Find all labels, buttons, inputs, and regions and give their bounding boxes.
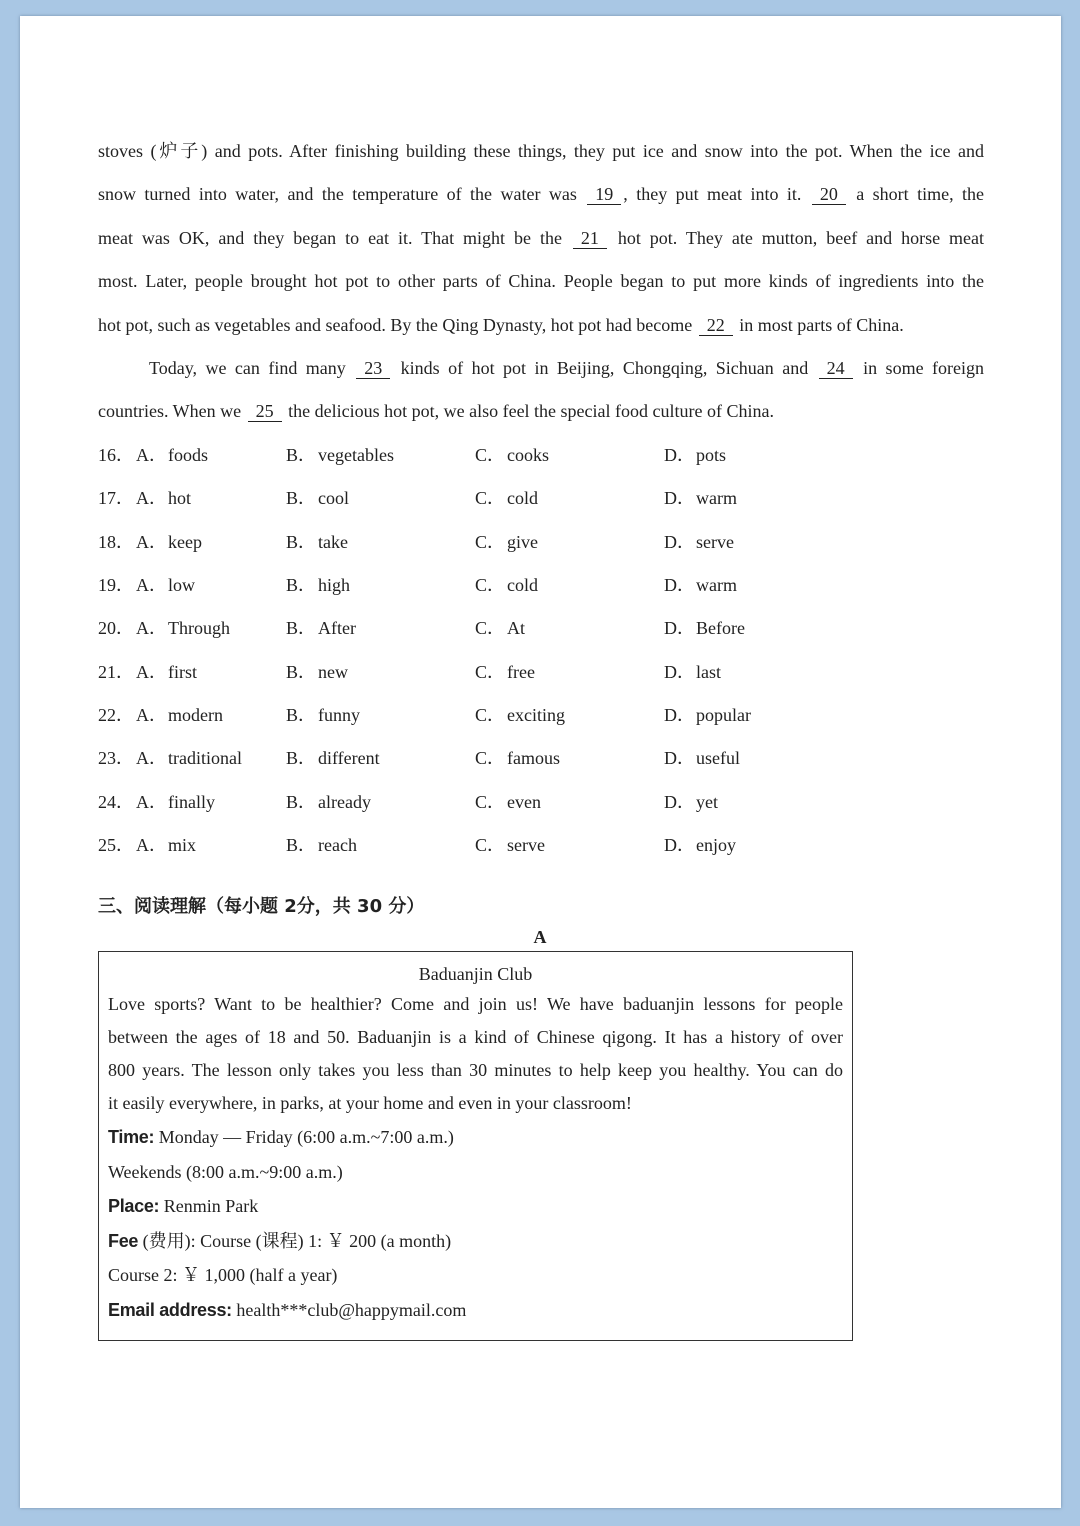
question-row bbox=[98, 651, 984, 694]
blank-25: 25 bbox=[248, 401, 282, 422]
notice-place bbox=[108, 1189, 843, 1224]
email-value: health***club@happymail.com bbox=[231, 1299, 467, 1320]
option-letter: B． bbox=[286, 618, 317, 639]
option-text: cold bbox=[507, 488, 538, 509]
question-row bbox=[98, 477, 984, 520]
question-number: 19． bbox=[98, 574, 134, 595]
passage-text: , they put meat into it. bbox=[623, 184, 810, 205]
option-letter: D． bbox=[664, 618, 695, 639]
passage-text: snow turned into water, and the temperature of the water was bbox=[98, 184, 586, 205]
option-text: After bbox=[318, 618, 356, 639]
option-b bbox=[286, 824, 357, 867]
question-row bbox=[98, 607, 984, 650]
email-label: Email address: bbox=[108, 1299, 232, 1320]
option-b bbox=[286, 521, 348, 564]
option-b bbox=[286, 607, 356, 650]
option-text: enjoy bbox=[696, 835, 736, 856]
option-text: Before bbox=[696, 618, 745, 639]
option-a bbox=[136, 781, 215, 824]
option-text: yet bbox=[696, 791, 718, 812]
passage-text: most. Later, people brought hot pot to other parts of China. People began to put more kinds of ingredients into the bbox=[98, 271, 984, 292]
option-letter: C． bbox=[475, 488, 506, 509]
option-letter: D． bbox=[664, 791, 695, 812]
passage-text: in most parts of China. bbox=[734, 314, 904, 335]
passage-line bbox=[98, 390, 984, 433]
option-c bbox=[475, 781, 541, 824]
question-number: 24． bbox=[98, 791, 134, 812]
option-b bbox=[286, 694, 360, 737]
option-text: exciting bbox=[507, 705, 565, 726]
option-letter: B． bbox=[286, 488, 317, 509]
option-letter: D． bbox=[664, 488, 695, 509]
option-a bbox=[136, 607, 230, 650]
passage-text: stoves (炉子) and pots. After finishing building these things, they put ice and snow into the pot. When the ice and bbox=[98, 141, 984, 161]
passage-line bbox=[98, 217, 984, 260]
passage-text: the delicious hot pot, we also feel the special food culture of China. bbox=[283, 401, 774, 422]
option-text: modern bbox=[168, 705, 223, 726]
option-text: warm bbox=[696, 488, 737, 509]
time-label: Time: bbox=[108, 1127, 155, 1147]
option-d bbox=[664, 434, 726, 477]
option-b bbox=[286, 434, 394, 477]
blank-22: 22 bbox=[699, 315, 733, 336]
option-letter: B． bbox=[286, 835, 317, 856]
question-row bbox=[98, 694, 984, 737]
option-d bbox=[664, 651, 721, 694]
option-a bbox=[136, 651, 197, 694]
option-letter: A． bbox=[136, 574, 167, 595]
option-text: different bbox=[318, 748, 380, 769]
option-text: give bbox=[507, 531, 538, 552]
option-text: serve bbox=[507, 835, 545, 856]
notice-email bbox=[108, 1293, 843, 1328]
passage-line bbox=[98, 173, 984, 216]
option-letter: A． bbox=[136, 444, 167, 465]
option-letter: C． bbox=[475, 791, 506, 812]
option-d bbox=[664, 694, 751, 737]
option-letter: A． bbox=[136, 488, 167, 509]
option-letter: C． bbox=[475, 748, 506, 769]
option-text: traditional bbox=[168, 748, 242, 769]
option-b bbox=[286, 477, 349, 520]
option-c bbox=[475, 694, 565, 737]
question-number: 18． bbox=[98, 531, 134, 552]
fee-course1: (费用): Course (课程) 1: ￥ 200 (a month) bbox=[138, 1230, 452, 1251]
option-letter: B． bbox=[286, 748, 317, 769]
option-text: keep bbox=[168, 531, 202, 552]
option-letter: C． bbox=[475, 531, 506, 552]
option-letter: B． bbox=[286, 531, 317, 552]
option-d bbox=[664, 737, 740, 780]
option-text: cold bbox=[507, 574, 538, 595]
option-letter: C． bbox=[475, 835, 506, 856]
option-letter: D． bbox=[664, 835, 695, 856]
option-letter: C． bbox=[475, 661, 506, 682]
question-number: 25． bbox=[98, 835, 134, 856]
option-text: cool bbox=[318, 488, 349, 509]
option-text: free bbox=[507, 661, 535, 682]
blank-20: 20 bbox=[812, 184, 846, 205]
notice-box bbox=[98, 951, 853, 1341]
time-weekday: Monday — Friday (6:00 a.m.~7:00 a.m.) bbox=[154, 1127, 454, 1147]
question-number: 16． bbox=[98, 444, 134, 465]
option-text: famous bbox=[507, 748, 560, 769]
option-c bbox=[475, 607, 525, 650]
option-letter: B． bbox=[286, 791, 317, 812]
option-text: new bbox=[318, 661, 348, 682]
option-letter: B． bbox=[286, 661, 317, 682]
option-letter: B． bbox=[286, 705, 317, 726]
option-a bbox=[136, 434, 208, 477]
option-a bbox=[136, 564, 195, 607]
option-letter: A． bbox=[136, 618, 167, 639]
option-text: already bbox=[318, 791, 371, 812]
blank-19: 19 bbox=[587, 184, 621, 205]
question-row bbox=[98, 781, 984, 824]
option-text: first bbox=[168, 661, 197, 682]
question-options-list bbox=[98, 434, 984, 868]
option-text: serve bbox=[696, 531, 734, 552]
notice-title: Baduanjin Club bbox=[418, 964, 533, 984]
option-text: even bbox=[507, 791, 541, 812]
passage-text: in some foreign bbox=[854, 357, 984, 378]
option-letter: A． bbox=[136, 661, 167, 682]
blank-23: 23 bbox=[356, 358, 390, 379]
option-b bbox=[286, 564, 350, 607]
passage-line bbox=[98, 260, 984, 303]
option-letter: A． bbox=[136, 791, 167, 812]
question-row bbox=[98, 737, 984, 780]
passage-letter: A bbox=[533, 927, 547, 947]
option-a bbox=[136, 824, 196, 867]
option-c bbox=[475, 824, 545, 867]
place-label: Place: bbox=[108, 1196, 160, 1216]
option-letter: D． bbox=[664, 444, 695, 465]
passage-text: kinds of hot pot in Beijing, Chongqing, Sichuan and bbox=[392, 357, 817, 378]
option-a bbox=[136, 477, 191, 520]
option-letter: A． bbox=[136, 531, 167, 552]
option-c bbox=[475, 477, 538, 520]
question-number: 20． bbox=[98, 618, 134, 639]
section-heading: 三、阅读理解（每小题 2分，共 30 分） bbox=[98, 896, 425, 917]
question-row bbox=[98, 824, 984, 867]
option-text: Through bbox=[168, 618, 230, 639]
option-d bbox=[664, 607, 745, 650]
option-d bbox=[664, 824, 736, 867]
option-d bbox=[664, 781, 718, 824]
option-text: vegetables bbox=[318, 444, 394, 465]
option-text: useful bbox=[696, 748, 740, 769]
option-a bbox=[136, 694, 223, 737]
notice-line: 800 years. The lesson only takes you less than 30 minutes to help keep you healthy. You can do bbox=[108, 1060, 843, 1080]
option-letter: D． bbox=[664, 748, 695, 769]
notice-line: it easily everywhere, in parks, at your home and even in your classroom! bbox=[108, 1093, 632, 1113]
passage-text: countries. When we bbox=[98, 401, 246, 422]
option-letter: D． bbox=[664, 705, 695, 726]
question-number: 21． bbox=[98, 661, 134, 682]
option-text: low bbox=[168, 574, 195, 595]
option-c bbox=[475, 651, 535, 694]
option-text: high bbox=[318, 574, 351, 595]
option-text: reach bbox=[318, 835, 357, 856]
question-number: 22． bbox=[98, 705, 134, 726]
blank-24: 24 bbox=[819, 358, 853, 379]
option-letter: B． bbox=[286, 574, 317, 595]
option-letter: C． bbox=[475, 705, 506, 726]
option-d bbox=[664, 564, 737, 607]
passage-text: Today, we can find many bbox=[149, 357, 355, 378]
option-letter: B． bbox=[286, 444, 317, 465]
question-row bbox=[98, 434, 984, 477]
passage-line bbox=[98, 304, 984, 347]
option-letter: D． bbox=[664, 661, 695, 682]
fee-label: Fee bbox=[108, 1230, 139, 1251]
option-c bbox=[475, 521, 538, 564]
option-text: warm bbox=[696, 574, 737, 595]
option-letter: A． bbox=[136, 705, 167, 726]
option-b bbox=[286, 781, 371, 824]
question-number: 23． bbox=[98, 748, 134, 769]
notice-line: between the ages of 18 and 50. Baduanjin is a kind of Chinese qigong. It has a history of over bbox=[108, 1027, 843, 1047]
option-text: popular bbox=[696, 705, 751, 726]
passage-line bbox=[98, 347, 984, 390]
time-weekend: Weekends (8:00 a.m.~9:00 a.m.) bbox=[108, 1161, 343, 1182]
option-text: cooks bbox=[507, 444, 549, 465]
question-row bbox=[98, 521, 984, 564]
option-letter: C． bbox=[475, 618, 506, 639]
option-d bbox=[664, 477, 737, 520]
option-letter: D． bbox=[664, 531, 695, 552]
option-text: funny bbox=[318, 705, 360, 726]
option-text: take bbox=[318, 531, 348, 552]
option-a bbox=[136, 521, 202, 564]
cloze-passage bbox=[98, 130, 984, 868]
option-text: At bbox=[507, 618, 525, 639]
option-text: last bbox=[696, 661, 721, 682]
question-number: 17． bbox=[98, 488, 134, 509]
place-value: Renmin Park bbox=[159, 1196, 259, 1216]
option-letter: A． bbox=[136, 748, 167, 769]
option-text: mix bbox=[168, 835, 197, 856]
fee-course2: Course 2: ￥ 1,000 (half a year) bbox=[108, 1265, 338, 1285]
notice-line: Love sports? Want to be healthier? Come and join us! We have baduanjin lessons for people bbox=[108, 994, 843, 1014]
option-b bbox=[286, 737, 380, 780]
passage-line bbox=[98, 130, 984, 173]
option-text: pots bbox=[696, 444, 727, 465]
option-letter: C． bbox=[475, 574, 506, 595]
option-text: hot bbox=[168, 488, 192, 509]
option-c bbox=[475, 737, 560, 780]
option-text: foods bbox=[168, 444, 208, 465]
notice-fee bbox=[108, 1224, 843, 1259]
passage-text: hot pot, such as vegetables and seafood. By the Qing Dynasty, hot pot had become bbox=[98, 314, 697, 335]
option-text: finally bbox=[168, 791, 215, 812]
blank-21: 21 bbox=[573, 228, 607, 249]
question-row bbox=[98, 564, 984, 607]
option-b bbox=[286, 651, 348, 694]
option-letter: D． bbox=[664, 574, 695, 595]
option-d bbox=[664, 521, 734, 564]
passage-text: meat was OK, and they began to eat it. That might be the bbox=[98, 227, 571, 248]
option-c bbox=[475, 434, 549, 477]
passage-text: hot pot. They ate mutton, beef and horse meat bbox=[608, 227, 984, 248]
option-letter: C． bbox=[475, 444, 506, 465]
passage-text: a short time, the bbox=[847, 184, 984, 205]
option-a bbox=[136, 737, 242, 780]
notice-time bbox=[108, 1120, 843, 1155]
option-letter: A． bbox=[136, 835, 167, 856]
option-c bbox=[475, 564, 538, 607]
